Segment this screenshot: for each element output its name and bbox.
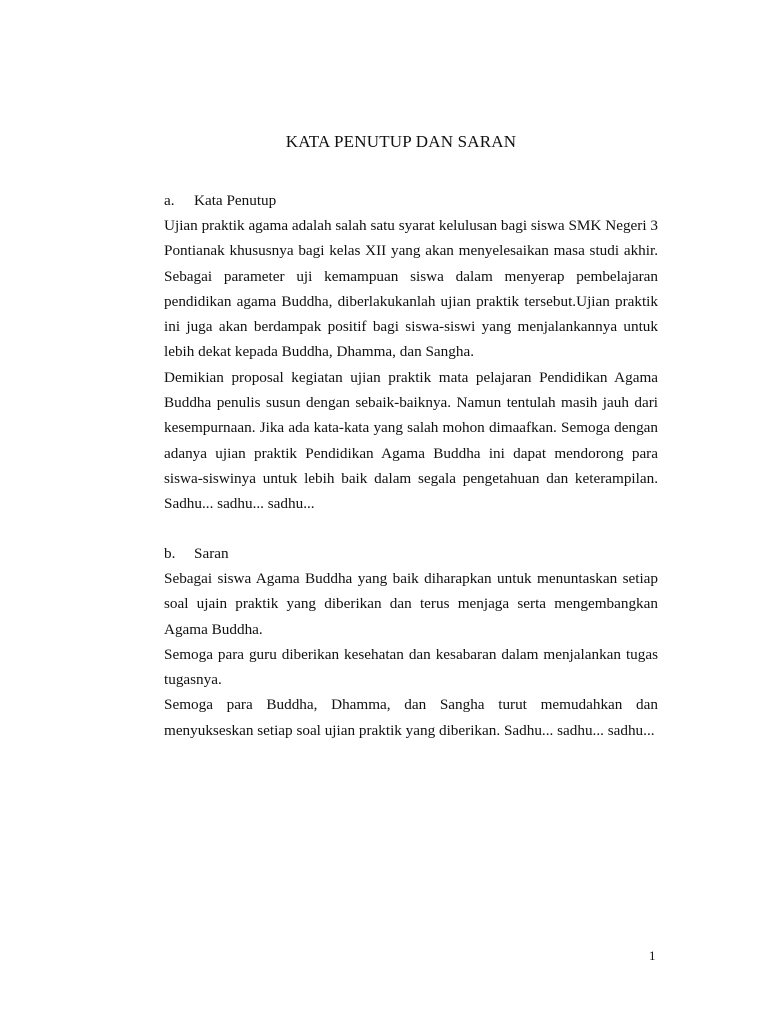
section-marker: a. [164,192,175,209]
paragraph: Semoga para Buddha, Dhamma, dan Sangha turut memudahkan dan menyukseskan setiap soal ujian praktik yang diberikan. Sadhu... sadhu... sadhu... [164,696,658,739]
section-saran [164,541,658,743]
page-title: KATA PENUTUP DAN SARAN [285,132,517,151]
page-number: 1 [649,948,656,963]
section-heading [164,541,658,566]
paragraph: Ujian praktik agama adalah salah satu syarat kelulusan bagi siswa SMK Negeri 3 Pontianak khususnya bagi kelas XII yang akan menyelesaikan masa studi akhir. Sebagai parameter uji kemampuan siswa dalam menyerap pembelajaran pendidikan agama Buddha, diberlakukanlah ujian praktik tersebut.Ujian praktik ini juga akan berdampak positif bagi siswa-siswi yang menjalankannya untuk lebih dekat kepada Buddha, Dhamma, dan Sangha. [164,217,658,361]
section-heading [164,188,658,213]
section-kata-penutup [164,188,658,517]
paragraph: Demikian proposal kegiatan ujian praktik mata pelajaran Pendidikan Agama Buddha penulis susun dengan sebaik-baiknya. Namun tentulah masih jauh dari kesempurnaan. Jika ada kata-kata yang salah mohon dimaafkan. Semoga dengan adanya ujian praktik Pendidikan Agama Buddha ini dapat mendorong para siswa-siswinya untuk lebih baik dalam segala pengetahuan dan keterampilan. Sadhu... sadhu... sadhu... [164,368,658,513]
section-marker: b. [164,545,176,562]
section-heading-text: Saran [194,545,229,562]
paragraph: Sebagai siswa Agama Buddha yang baik diharapkan untuk menuntaskan setiap soal ujain praktik yang diberikan dan terus menjaga serta mengembangkan Agama Buddha. [164,570,658,638]
section-heading-text: Kata Penutup [194,192,277,209]
paragraph: Semoga para guru diberikan kesehatan dan kesabaran dalam menjalankan tugas tugasnya. [164,645,658,689]
